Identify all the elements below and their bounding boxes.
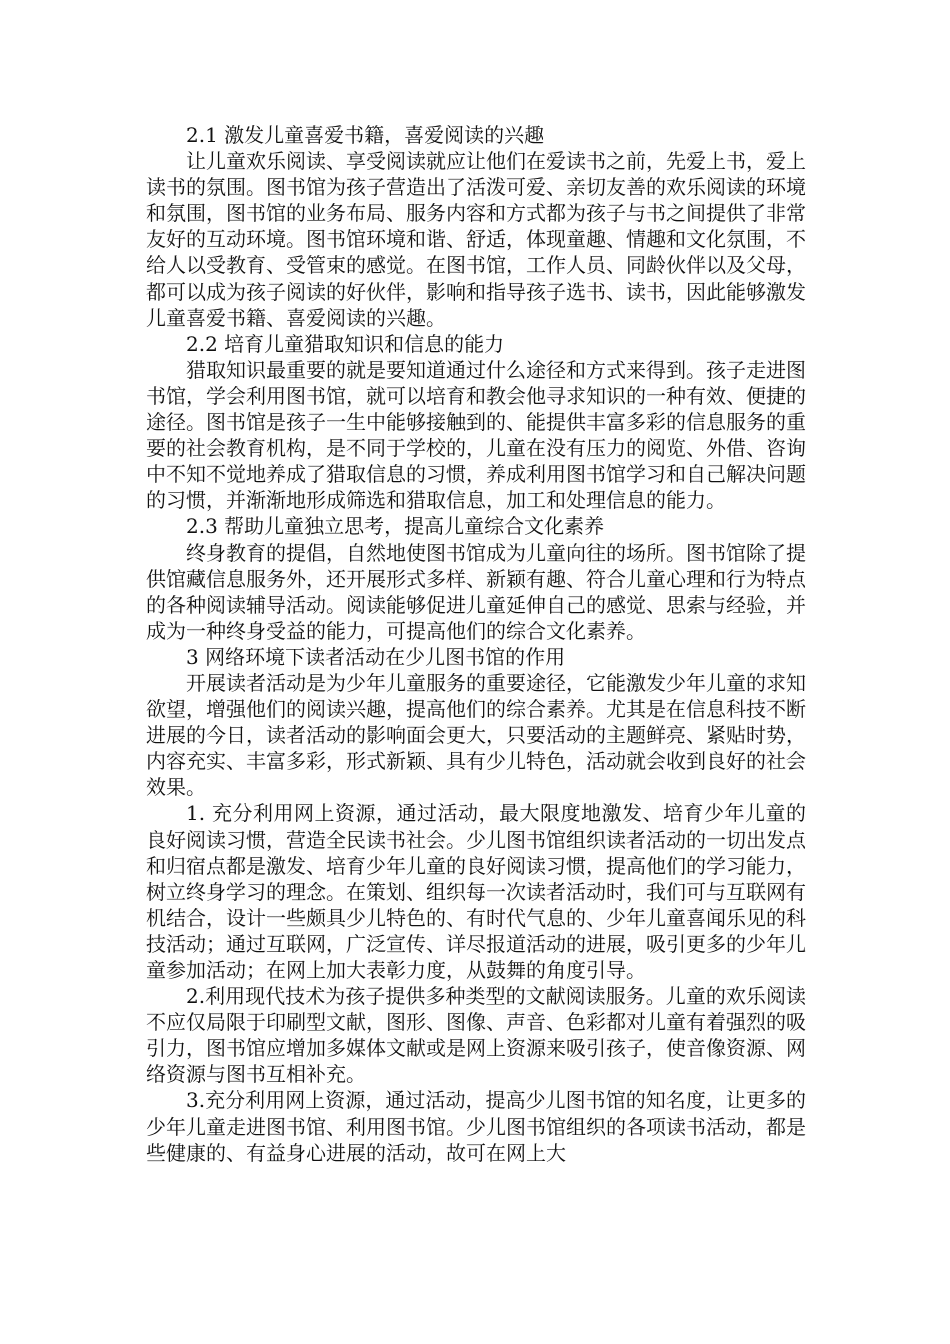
- paragraph: 1. 充分利用网上资源，通过活动，最大限度地激发、培育少年儿童的良好阅读习惯，营造全民读书社会。少儿图书馆组织读者活动的一切出发点和归宿点都是激发、培育少年儿童的良好阅读习惯，提高他们的学习能力，树立终身学习的理念。在策划、组织每一次读者活动时，我们可与互联网有机结合，设计一些颇具少儿特色的、有时代气息的、少年儿童喜闻乐见的科技活动；通过互联网，广泛宣传、详尽报道活动的进展，吸引更多的少年儿童参加活动；在网上加大表彰力度，从鼓舞的角度引导。: [146, 801, 806, 982]
- section-heading-2-2: 2.2 培育儿童猎取知识和信息的能力: [186, 331, 505, 356]
- paragraph: 开展读者活动是为少年儿童服务的重要途径，它能激发少年儿童的求知欲望，增强他们的阅读兴趣，提高他们的综合素养。尤其是在信息科技不断进展的今日，读者活动的影响面会更大，只要活动的主题鲜亮、紧贴时势，内容充实、丰富多彩，形式新颖、具有少儿特色，活动就会收到良好的社会效果。: [146, 670, 806, 800]
- document-body: [146, 122, 806, 1166]
- section-heading-2-1: 2.1 激发儿童喜爱书籍，喜爱阅读的兴趣: [186, 123, 545, 147]
- section-heading-2-3: 2.3 帮助儿童独立思考，提高儿童综合文化素养: [186, 514, 605, 539]
- paragraph: 让儿童欢乐阅读、享受阅读就应让他们在爱读书之前，先爱上书，爱上读书的氛围。图书馆为孩子营造出了活泼可爱、亲切友善的欢乐阅读的环境和氛围，图书馆的业务布局、服务内容和方式都为孩子与书之间提供了非常友好的互动环境。图书馆环境和谐、舒适，体现童趣、情趣和文化氛围，不给人以受教育、受管束的感觉。在图书馆，工作人员、同龄伙伴以及父母，都可以成为孩子阅读的好伙伴，影响和指导孩子选书、读书，因此能够激发儿童喜爱书籍、喜爱阅读的兴趣。: [146, 149, 806, 330]
- paragraph: 猎取知识最重要的就是要知道通过什么途径和方式来得到。孩子走进图书馆，学会利用图书馆，就可以培育和教会他寻求知识的一种有效、便捷的途径。图书馆是孩子一生中能够接触到的、能提供丰富多彩的信息服务的重要的社会教育机构，是不同于学校的，儿童在没有压力的阅览、外借、咨询中不知不觉地养成了猎取信息的习惯，养成利用图书馆学习和自己解决问题的习惯，并渐渐地形成筛选和猎取信息，加工和处理信息的能力。: [146, 357, 806, 513]
- section-heading-3: 3 网络环境下读者活动在少儿图书馆的作用: [186, 644, 566, 669]
- paragraph: 3.充分利用网上资源，通过活动，提高少儿图书馆的知名度，让更多的少年儿童走进图书馆、利用图书馆。少儿图书馆组织的各项读书活动，都是些健康的、有益身心进展的活动，故可在网上大: [146, 1088, 806, 1165]
- paragraph: 终身教育的提倡，自然地使图书馆成为儿童向往的场所。图书馆除了提供馆藏信息服务外，还开展形式多样、新颖有趣、符合儿童心理和行为特点的各种阅读辅导活动。阅读能够促进儿童延伸自己的感觉、思索与经验，并成为一种终身受益的能力，可提高他们的综合文化素养。: [146, 540, 806, 643]
- paragraph: 2.利用现代技术为孩子提供多种类型的文献阅读服务。儿童的欢乐阅读不应仅局限于印刷型文献，图形、图像、声音、色彩都对儿童有着强烈的吸引力，图书馆应增加多媒体文献或是网上资源来吸引孩子，使音像资源、网络资源与图书互相补充。: [146, 984, 806, 1087]
